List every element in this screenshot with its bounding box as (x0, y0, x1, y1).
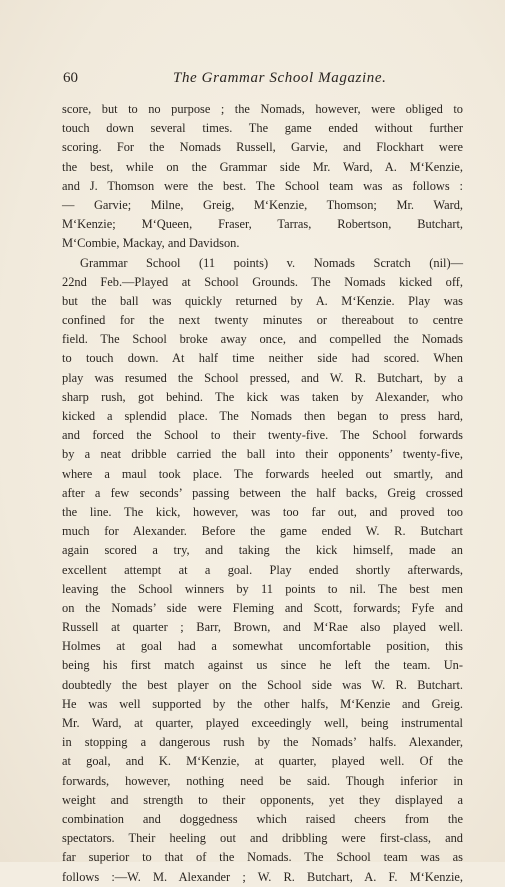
page-number: 60 (63, 70, 78, 86)
text-line: far superior to that of the Nomads. The School team was as (62, 850, 463, 865)
text-line: Grammar School (11 points) v. Nomads Scratch (nil)— (80, 255, 463, 270)
text-line: doubtedly the best player on the School side was W. R. Butchart. (62, 677, 463, 692)
text-line: 22nd Feb.—Played at School Grounds. The Nomads kicked off, (62, 274, 463, 289)
page-header (63, 70, 463, 92)
text-line: in stopping a dangerous rush by the Nomads’ halfs. Alexander, (62, 735, 463, 750)
text-line: by a neat dribble carried the ball into their opponents’ twenty-five, (62, 447, 463, 462)
running-title: The Grammar School Magazine. (173, 70, 387, 86)
text-line: but the ball was quickly returned by A. M‘Kenzie. Play was (62, 293, 463, 308)
text-line: forwards, however, nothing need be said. Though inferior in (62, 773, 463, 788)
text-line: M‘Combie, Mackay, and Davidson. (62, 236, 240, 251)
text-line: the line. The kick, however, was too far out, and proved too (62, 504, 463, 519)
text-line: much for Alexander. Before the game ended W. R. Butchart (62, 524, 463, 539)
text-line: where a maul took place. The forwards heeled out smartly, and (62, 466, 463, 481)
text-line: the best, while on the Grammar side Mr. Ward, A. M‘Kenzie, (62, 159, 463, 174)
text-line: sharp rush, got behind. The kick was taken by Alexander, who (62, 389, 463, 404)
text-line: excellent attempt at a goal. Play ended shortly afterwards, (62, 562, 463, 577)
text-line: and J. Thomson were the best. The School team was as follows : (62, 178, 463, 193)
text-line: combination and doggedness which raised cheers from the (62, 811, 463, 826)
text-line: field. The School broke away once, and compelled the Nomads (62, 332, 463, 347)
text-line: being his first match against us since he left the team. Un- (62, 658, 463, 673)
text-line: play was resumed the School pressed, and W. R. Butchart, by a (62, 370, 463, 385)
text-line: after a few seconds’ passing between the half backs, Greig crossed (62, 485, 463, 500)
text-line: to touch down. At half time neither side had scored. When (62, 351, 463, 366)
text-line: Russell at quarter ; Barr, Brown, and M‘Rae also played well. (62, 620, 463, 635)
text-line: score, but to no purpose ; the Nomads, however, were obliged to (62, 102, 463, 116)
text-line: M‘Kenzie; M‘Queen, Fraser, Tarras, Robertson, Butchart, (62, 217, 463, 232)
text-line: weight and strength to their opponents, yet they displayed a (62, 792, 463, 807)
text-line: follows :—W. M. Alexander ; W. R. Butchart, A. F. M‘Kenzie, (62, 869, 463, 884)
text-line: touch down several times. The game ended without further (62, 121, 463, 136)
text-line: again scored a try, and taking the kick himself, made an (62, 543, 463, 558)
text-line: leaving the School winners by 11 points to nil. The best men (62, 581, 463, 596)
text-line: Holmes at goal had a somewhat uncomfortable position, this (62, 639, 463, 654)
text-line: confined for the next twenty minutes or thereabout to centre (62, 313, 463, 328)
text-line: Mr. Ward, at quarter, played exceedingly well, being instrumental (62, 716, 463, 730)
article-text (62, 100, 463, 887)
text-line: and forced the School to their twenty-five. The School forwards (62, 428, 463, 443)
text-line: He was well supported by the other halfs, M‘Kenzie and Greig. (62, 696, 463, 711)
text-line: spectators. Their heeling out and dribbling were first-class, and (62, 831, 463, 846)
text-line: kicked a splendid place. The Nomads then began to press hard, (62, 409, 463, 423)
text-line: on the Nomads’ side were Fleming and Scott, forwards; Fyfe and (62, 600, 463, 615)
text-line: — Garvie; Milne, Greig, M‘Kenzie, Thomson; Mr. Ward, (62, 197, 463, 212)
text-line: at goal, and K. M‘Kenzie, at quarter, played well. Of the (62, 754, 463, 769)
text-line: scoring. For the Nomads Russell, Garvie, and Flockhart were (62, 140, 463, 155)
